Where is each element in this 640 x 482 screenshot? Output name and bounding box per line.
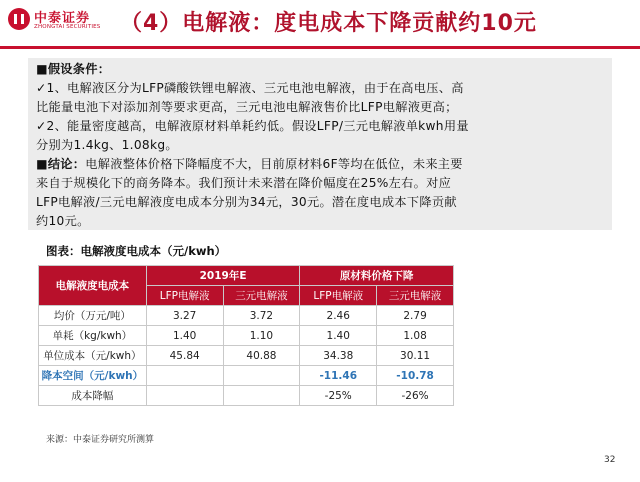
table-cell [223, 366, 300, 386]
row-label: 单耗（kg/kwh） [39, 326, 147, 346]
table-cell: 40.88 [223, 346, 300, 366]
assumptions-heading: ■假设条件： [36, 62, 111, 76]
table-cell: 3.72 [223, 306, 300, 326]
logo-mark-icon [8, 8, 30, 30]
group-header-price-drop: 原材料价格下降 [300, 266, 454, 286]
table-cell: -10.78 [377, 366, 454, 386]
assumption-1-line-1: ✓1、电解液区分为LFP磷酸铁锂电解液、三元电池电解液，由于在高电压、高 [36, 81, 464, 95]
assumption-2-line-1: ✓2、能量密度越高，电解液原材料单耗约低。假设LFP/三元电解液单kwh用量 [36, 119, 469, 133]
table-cell: 1.40 [300, 326, 377, 346]
table-cell: 1.08 [377, 326, 454, 346]
conclusion-line-1 [36, 155, 463, 174]
row-label: 均价（万元/吨） [39, 306, 147, 326]
conclusion-line-2: 来自于规模化下的商务降本。我们预计未来潜在降价幅度在25%左右。对应 [36, 176, 452, 190]
header [0, 0, 640, 46]
source-note: 来源：中泰证券研究所测算 [46, 435, 155, 445]
table-row [39, 386, 454, 406]
conclusion-line-3: LFP电解液/三元电解液度电成本分别为34元，30元。潜在度电成本下降贡献 [36, 195, 457, 209]
table-cell [146, 366, 223, 386]
cost-table [38, 265, 454, 406]
table-cell [223, 386, 300, 406]
assumptions-box [28, 58, 612, 230]
subheader-cell: LFP电解液 [146, 286, 223, 306]
page-number: 32 [604, 455, 616, 465]
group-header-2019e: 2019年E [146, 266, 300, 286]
table-cell: 2.46 [300, 306, 377, 326]
assumption-2-line-2: 分别为1.4kg、1.08kg。 [36, 138, 178, 152]
logo-text-cn: 中泰证券 [34, 11, 91, 26]
table-row [39, 306, 454, 326]
row-label: 降本空间（元/kwh） [39, 366, 147, 386]
table-cell: 1.10 [223, 326, 300, 346]
assumption-1-line-2: 比能量电池下对添加剂等要求更高，三元电池电解液售价比LFP电解液更高； [36, 100, 458, 114]
table-cell: 30.11 [377, 346, 454, 366]
conclusion-line-4: 约10元。 [36, 214, 90, 228]
table-row [39, 326, 454, 346]
table-cell: -26% [377, 386, 454, 406]
company-logo [8, 6, 120, 38]
table-cell: -25% [300, 386, 377, 406]
conclusion-label: ■结论： [36, 157, 86, 171]
table-cell: 45.84 [146, 346, 223, 366]
subheader-cell: 三元电解液 [223, 286, 300, 306]
table-corner-header: 电解液度电成本 [39, 266, 147, 306]
table-cell: 2.79 [377, 306, 454, 326]
table-cell: 34.38 [300, 346, 377, 366]
title-divider [0, 46, 640, 49]
row-label: 单位成本（元/kwh） [39, 346, 147, 366]
logo-text-en: ZHONGTAI SECURITIES [34, 24, 101, 30]
table-row [39, 366, 454, 386]
table-cell: 1.40 [146, 326, 223, 346]
conclusion-text: 电解液整体价格下降幅度不大，目前原材料6F等均在低位，未来主要 [85, 157, 463, 171]
subheader-cell: 三元电解液 [377, 286, 454, 306]
table-cell: 3.27 [146, 306, 223, 326]
table-cell [146, 386, 223, 406]
subheader-cell: LFP电解液 [300, 286, 377, 306]
table-caption: 图表：电解液度电成本（元/kwh） [46, 244, 227, 258]
row-label: 成本降幅 [39, 386, 147, 406]
slide-title: （4）电解液：度电成本下降贡献约10元 [120, 11, 537, 36]
table-cell: -11.46 [300, 366, 377, 386]
table-row [39, 346, 454, 366]
